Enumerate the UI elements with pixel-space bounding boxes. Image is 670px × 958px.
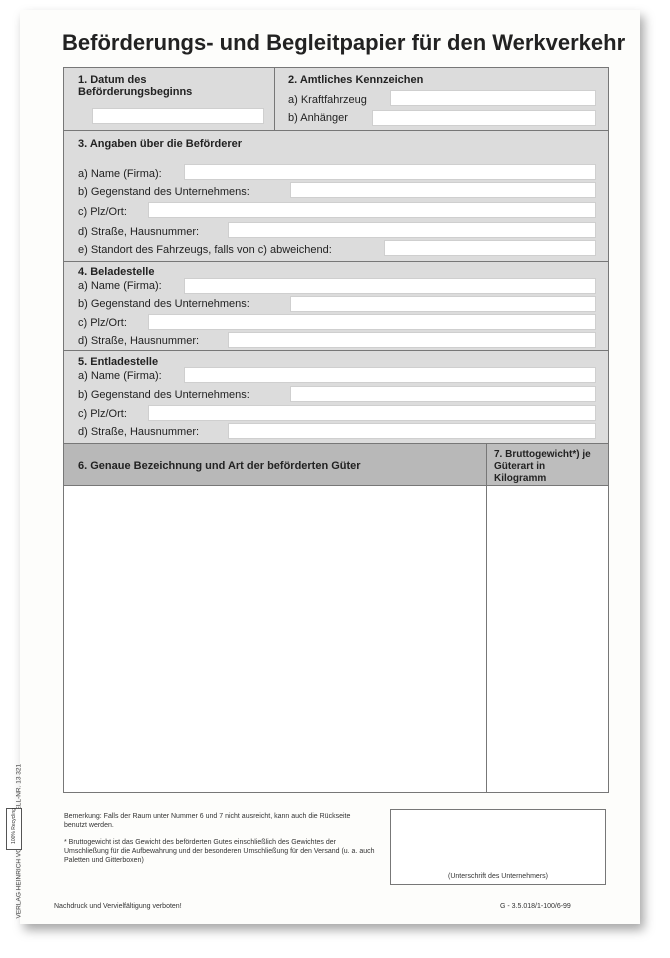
unloading-zip-field[interactable]	[148, 405, 596, 421]
carrier-street-field[interactable]	[228, 222, 596, 238]
carrier-business-label: b) Gegenstand des Unternehmens:	[78, 186, 250, 198]
loading-zip-label: c) Plz/Ort:	[78, 317, 127, 329]
signature-caption: (Unterschrift des Unternehmers)	[448, 873, 548, 880]
publisher-text	[16, 669, 23, 919]
trailer-label: b) Anhänger	[288, 112, 348, 124]
footer-right: G - 3.5.018/1-100/6-99	[500, 903, 571, 910]
trailer-plate-field[interactable]	[372, 110, 596, 126]
form-title: Beförderungs- und Begleitpapier für den Werkverkehr	[62, 30, 626, 55]
gross-weight-area[interactable]	[487, 486, 608, 792]
unloading-business-field[interactable]	[290, 386, 596, 402]
footer-left: Nachdruck und Vervielfältigung verboten!	[54, 903, 182, 910]
section-1-label: 1. Datum des Beförderungsbeginns	[78, 74, 193, 98]
loading-street-field[interactable]	[228, 332, 596, 348]
section-2-label: 2. Amtliches Kennzeichen	[288, 74, 424, 86]
loading-street-label: d) Straße, Hausnummer:	[78, 335, 200, 347]
carrier-street-label: d) Straße, Hausnummer:	[78, 226, 200, 238]
section-6-label: 6. Genaue Bezeichnung und Art der beförderten Güter	[78, 460, 361, 472]
section-4-label: 4. Beladestelle	[78, 266, 155, 278]
recycling-logo	[6, 808, 22, 850]
vehicle-location-label: e) Standort des Fahrzeugs, falls von c) abweichend:	[78, 244, 332, 256]
vehicle-label: a) Kraftfahrzeug	[288, 94, 367, 106]
loading-business-label: b) Gegenstand des Unternehmens:	[78, 298, 250, 310]
loading-business-field[interactable]	[290, 296, 596, 312]
unloading-street-field[interactable]	[228, 423, 596, 439]
section-5-label: 5. Entladestelle	[78, 356, 159, 368]
loading-zip-field[interactable]	[148, 314, 596, 330]
unloading-zip-label: c) Plz/Ort:	[78, 408, 127, 420]
side-margin	[4, 660, 20, 910]
unloading-name-label: a) Name (Firma):	[78, 370, 162, 382]
unloading-name-field[interactable]	[184, 367, 596, 383]
vehicle-plate-field[interactable]	[390, 90, 596, 106]
unloading-business-label: b) Gegenstand des Unternehmens:	[78, 389, 250, 401]
section-7-label: 7. Bruttogewicht*) je Güterart in Kilogramm	[494, 449, 591, 484]
remark-text: Bemerkung: Falls der Raum unter Nummer 6 und 7 nicht ausreicht, kann auch die Rückseite benutzt werden.	[64, 813, 351, 829]
carrier-business-field[interactable]	[290, 182, 596, 198]
section-3-label: 3. Angaben über die Beförderer	[78, 138, 243, 150]
carrier-zip-field[interactable]	[148, 202, 596, 218]
date-field[interactable]	[92, 108, 264, 124]
recycling-text: 100% Recycling	[11, 808, 17, 844]
carrier-name-label: a) Name (Firma):	[78, 168, 162, 180]
loading-name-field[interactable]	[184, 278, 596, 294]
form-body	[63, 67, 609, 793]
carrier-zip-label: c) Plz/Ort:	[78, 206, 127, 218]
unloading-street-label: d) Straße, Hausnummer:	[78, 426, 200, 438]
loading-name-label: a) Name (Firma):	[78, 280, 162, 292]
footnote-text: * Bruttogewicht ist das Gewicht des beförderten Gutes einschließlich des Gewichtes der Umschließung für die Aufbewahrung und der besonderen Umschließung für den Versand (u. a. auch Paletten und Gitterboxen)	[64, 839, 375, 864]
vehicle-location-field[interactable]	[384, 240, 596, 256]
carrier-name-field[interactable]	[184, 164, 596, 180]
goods-description-area[interactable]	[64, 486, 486, 792]
